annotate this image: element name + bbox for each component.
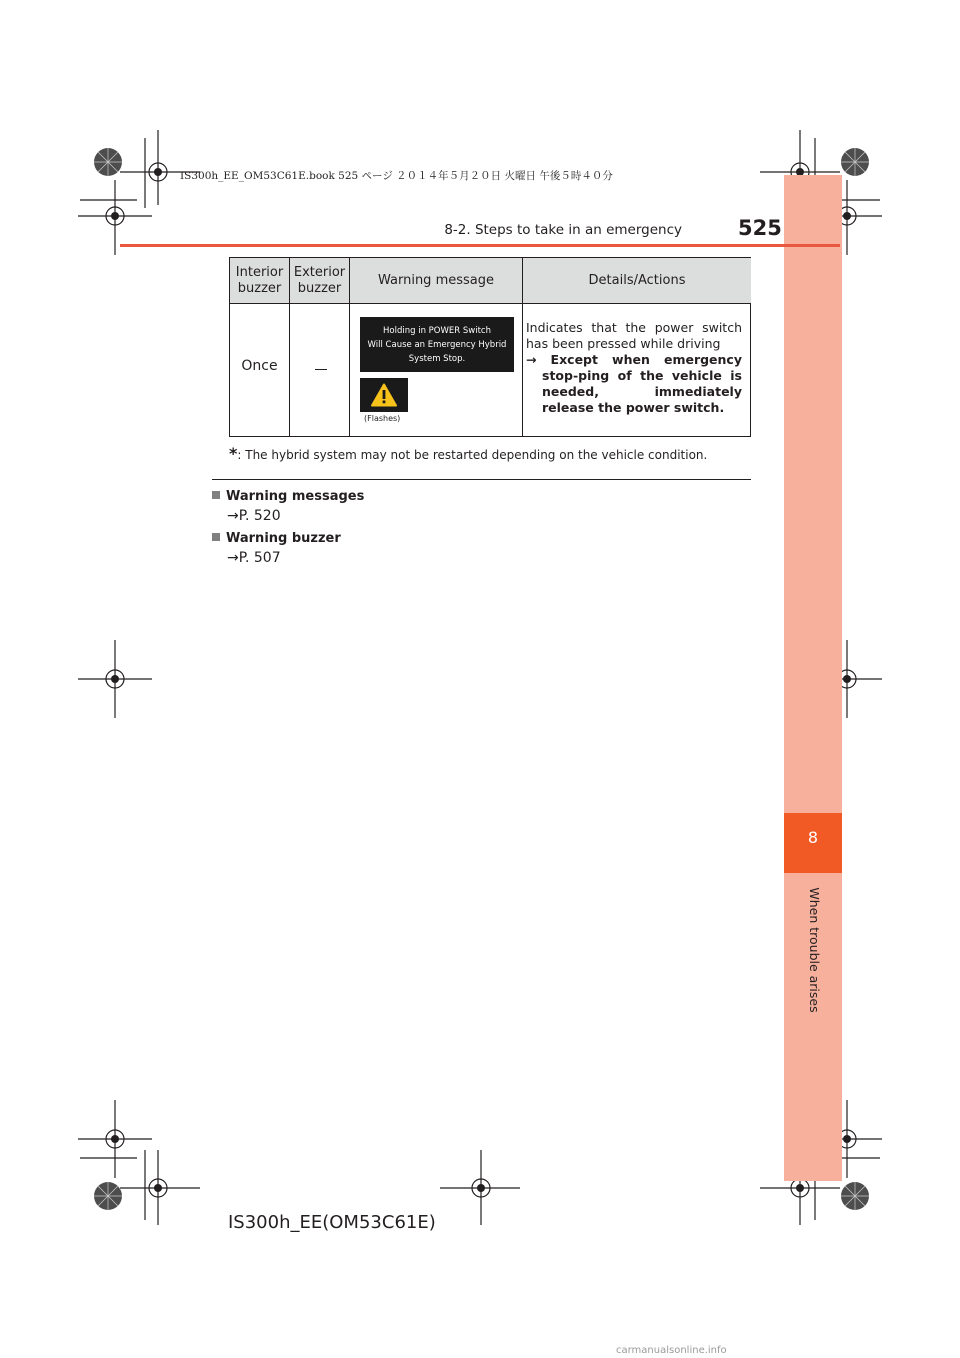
warning-message-display: [360, 317, 514, 372]
page-reference-link[interactable]: →P. 507: [227, 550, 281, 566]
cell-details: [526, 320, 742, 416]
note-heading: [212, 489, 364, 504]
model-code: IS300h_EE(OM53C61E): [228, 1212, 436, 1233]
column-divider: [349, 258, 350, 436]
note-title: Warning buzzer: [226, 531, 341, 546]
footnote: [229, 444, 707, 463]
header-interior-buzzer: Interior buzzer: [230, 258, 289, 304]
header-exterior-buzzer: Exterior buzzer: [290, 258, 349, 304]
print-header: IS300h_EE_OM53C61E.book 525 ページ ２０１４年５月２０日 火曜日 午後５時４０分: [180, 170, 613, 182]
details-text: Indicates that the power switch has been pressed while driving: [526, 320, 742, 351]
page-number: 525: [738, 216, 782, 240]
chapter-number: 8: [807, 828, 819, 847]
footnote-text: : The hybrid system may not be restarted depending on the vehicle condition.: [237, 448, 708, 462]
footnote-marker: *: [229, 444, 238, 463]
column-divider: [522, 258, 523, 436]
square-bullet-icon: [212, 533, 220, 541]
cell-interior-buzzer: Once: [241, 358, 278, 374]
column-divider: [289, 258, 290, 436]
header-warning-message: Warning message: [350, 258, 522, 304]
section-title: 8-2. Steps to take in an emergency: [444, 222, 682, 238]
chapter-title: When trouble arises: [807, 887, 822, 1013]
dash-icon: [315, 369, 327, 370]
warning-message-line: Holding in POWER Switch: [383, 325, 491, 336]
warning-table: [229, 257, 751, 437]
note-heading: [212, 531, 341, 546]
header-details-actions: Details/Actions: [523, 258, 751, 304]
warning-message-line: Will Cause an Emergency Hybrid: [367, 339, 507, 350]
page-reference-link[interactable]: →P. 520: [227, 508, 281, 524]
note-title: Warning messages: [226, 489, 365, 504]
watermark: carmanualsonline.info: [616, 1345, 727, 1356]
side-tab: [784, 175, 842, 1181]
warning-message-line: System Stop.: [408, 353, 466, 364]
action-text: → Except when emergency stop-ping of the vehicle is needed, immediately release the power switch.: [526, 352, 742, 415]
header-rule: [120, 244, 840, 247]
flashes-note: (Flashes): [364, 414, 401, 423]
square-bullet-icon: [212, 491, 220, 499]
footnote-rule: [212, 479, 751, 480]
warning-triangle-icon: [360, 378, 408, 412]
